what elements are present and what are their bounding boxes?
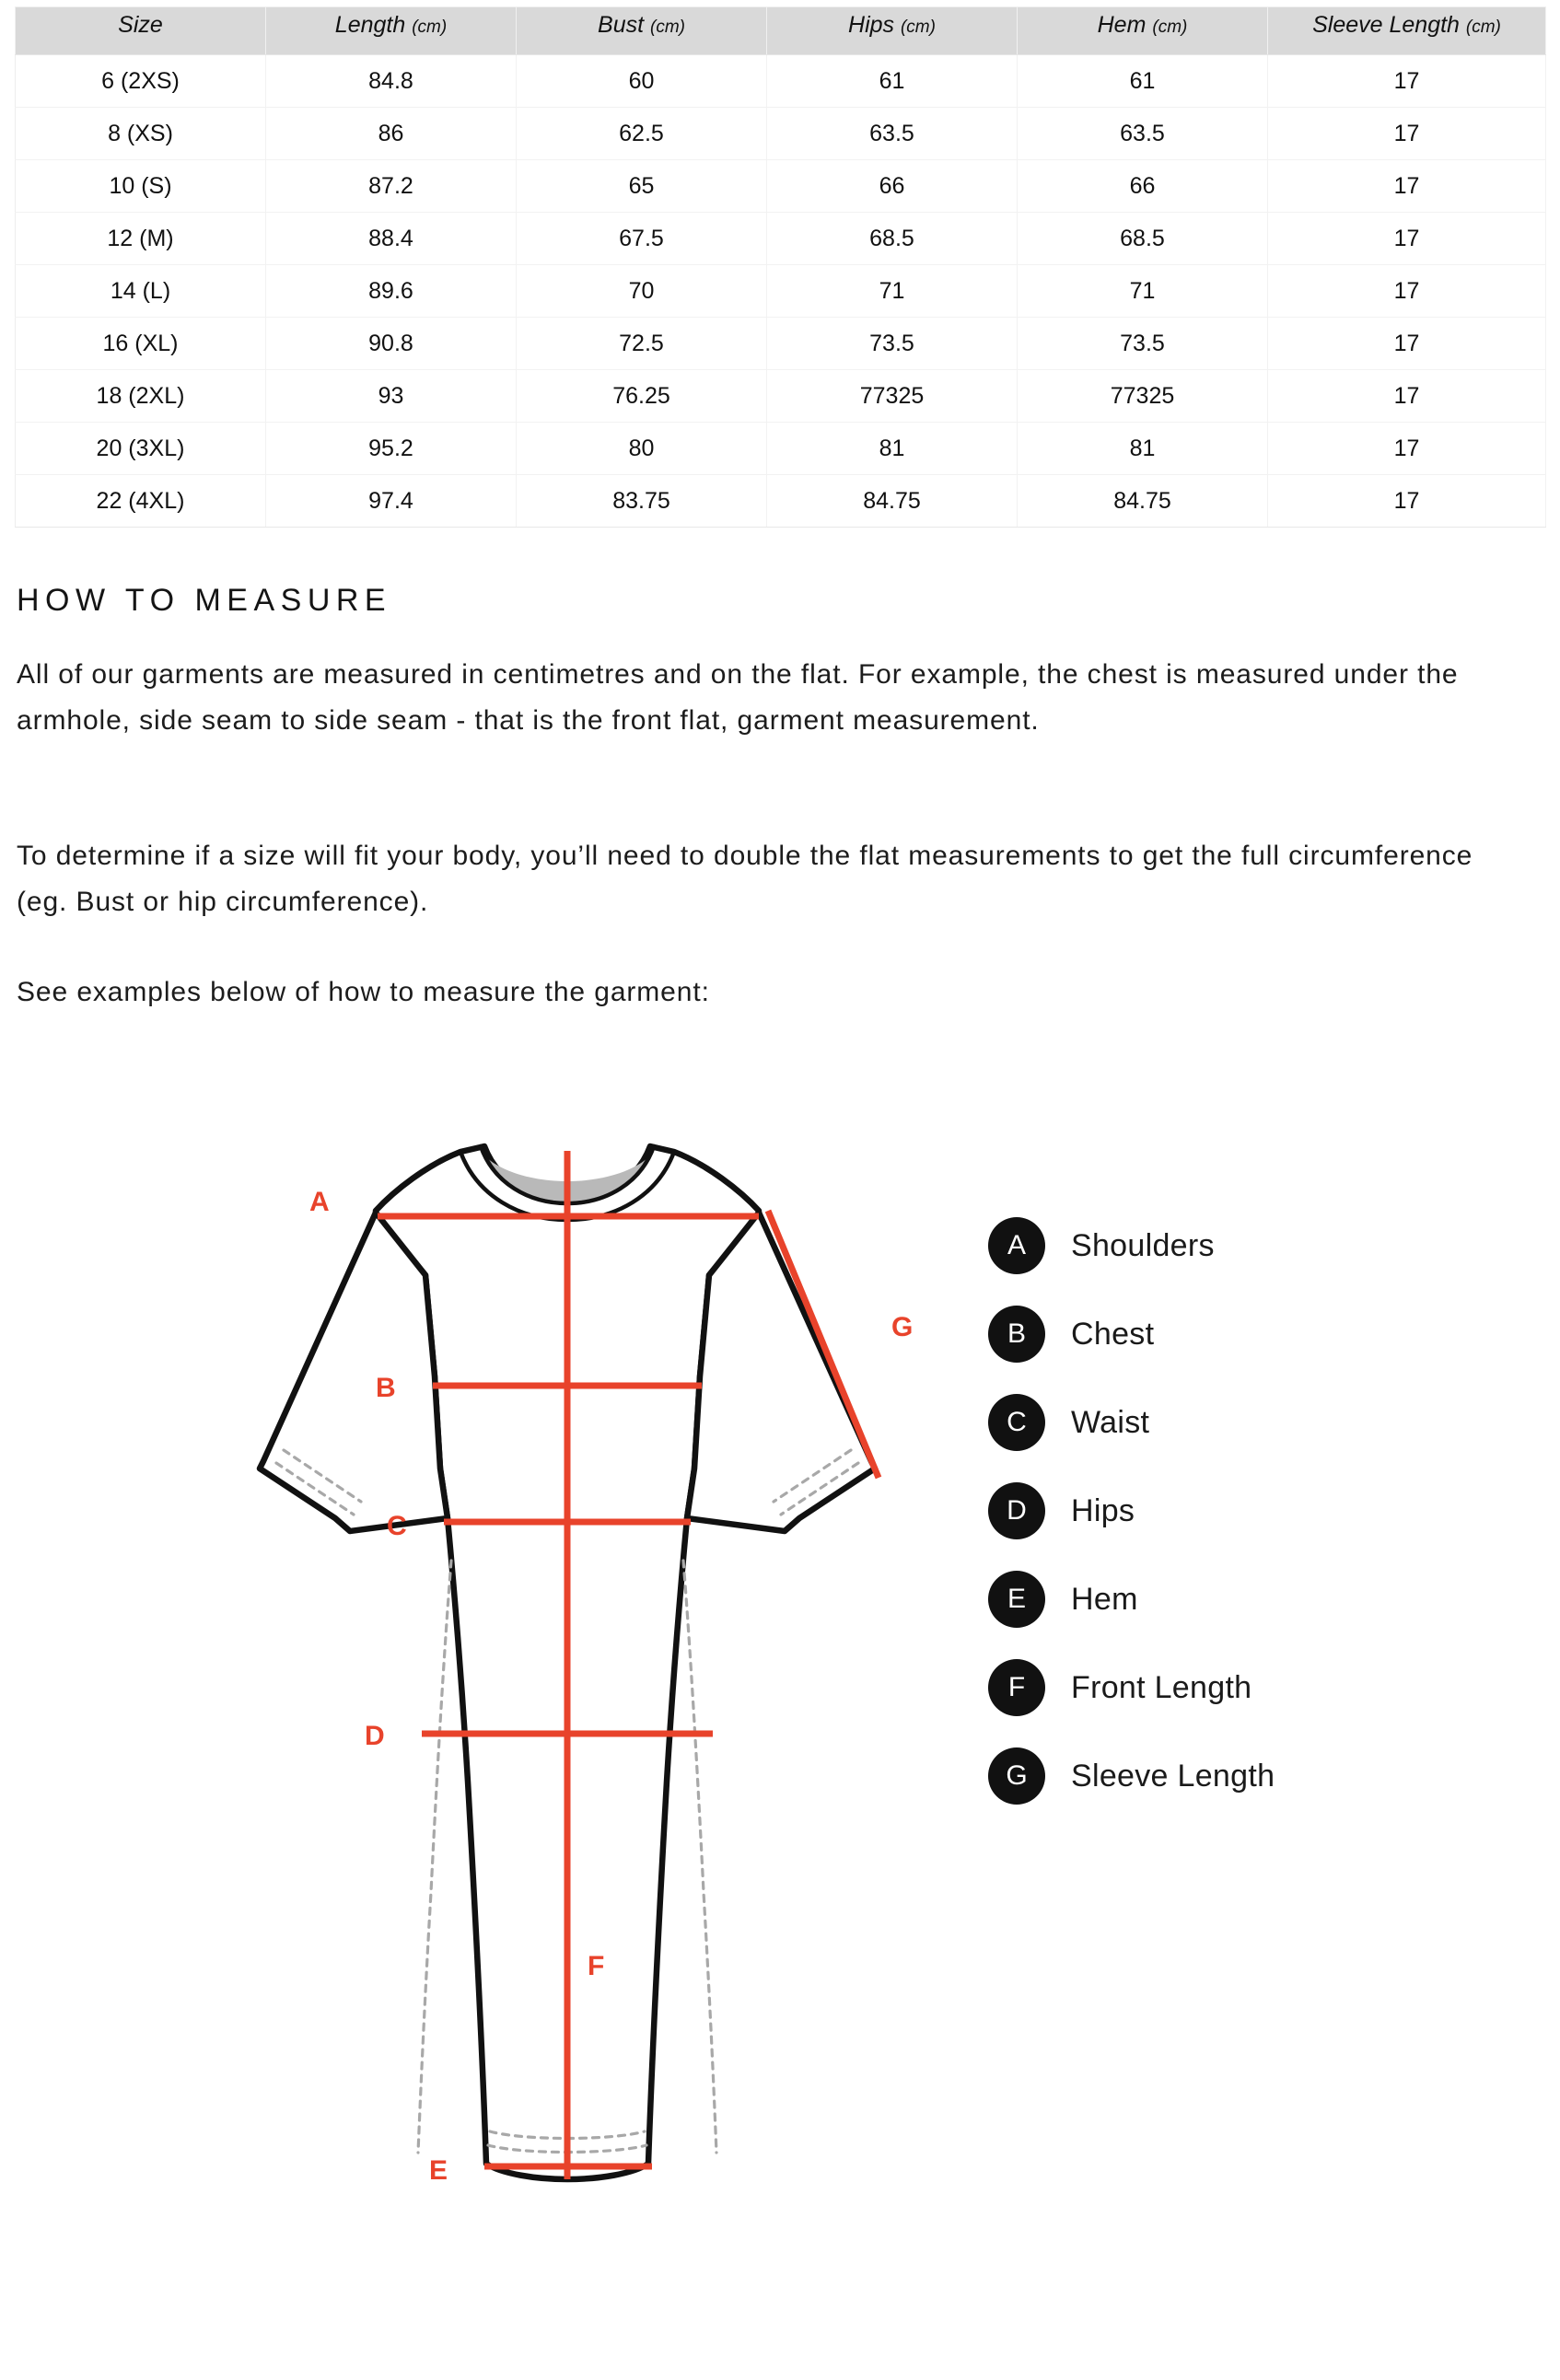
column-header-hips-unit: (cm) [900, 17, 936, 37]
table-cell-hem: 77325 [1018, 370, 1268, 423]
table-cell-sleeve-length: 17 [1268, 55, 1546, 108]
table-cell-sleeve-length: 17 [1268, 108, 1546, 160]
table-cell-length: 95.2 [266, 423, 517, 475]
table-cell-size: 18 (2XL) [16, 370, 266, 423]
table-cell-size: 14 (L) [16, 265, 266, 318]
legend-label-shoulders: Shoulders [1071, 1227, 1215, 1263]
table-row [16, 423, 1546, 475]
measurement-legend [988, 1202, 1504, 1820]
table-cell-hem: 66 [1018, 160, 1268, 213]
legend-label-waist: Waist [1071, 1404, 1150, 1440]
table-row [16, 55, 1546, 108]
column-header-hem-unit: (cm) [1152, 17, 1188, 37]
table-cell-bust: 70 [517, 265, 767, 318]
size-chart-table [15, 6, 1546, 528]
table-cell-size: 20 (3XL) [16, 423, 266, 475]
table-cell-length: 93 [266, 370, 517, 423]
garment-technical-drawing [247, 1082, 928, 2371]
table-cell-sleeve-length: 17 [1268, 160, 1546, 213]
size-chart-table-wrapper [15, 6, 1545, 528]
size-chart-header [16, 7, 1546, 55]
table-cell-sleeve-length: 17 [1268, 318, 1546, 370]
table-cell-length: 86 [266, 108, 517, 160]
table-cell-sleeve-length: 17 [1268, 370, 1546, 423]
table-cell-size: 6 (2XS) [16, 55, 266, 108]
how-to-measure-paragraph-1: All of our garments are measured in centimetres and on the flat. For example, the chest is measured under the armhole, side seam to side seam - that is the front flat, garment measurement. [17, 659, 1459, 736]
table-cell-size: 22 (4XL) [16, 475, 266, 528]
table-cell-hips: 63.5 [767, 108, 1018, 160]
table-cell-size: 16 (XL) [16, 318, 266, 370]
table-row [16, 160, 1546, 213]
measure-label-f: F [588, 1951, 605, 1981]
table-row [16, 318, 1546, 370]
legend-item-hips [988, 1467, 1504, 1555]
column-header-bust-unit: (cm) [650, 17, 685, 37]
table-header-row [16, 7, 1546, 55]
table-cell-hem: 63.5 [1018, 108, 1268, 160]
measure-label-g: G [891, 1312, 914, 1342]
table-cell-length: 84.8 [266, 55, 517, 108]
column-header-sleeve-length [1268, 7, 1546, 55]
column-header-hem [1018, 7, 1268, 55]
legend-item-hem [988, 1555, 1504, 1643]
measure-label-d: D [365, 1721, 385, 1751]
table-cell-hips: 61 [767, 55, 1018, 108]
table-cell-sleeve-length: 17 [1268, 213, 1546, 265]
column-header-hips [767, 7, 1018, 55]
table-cell-hips: 66 [767, 160, 1018, 213]
how-to-measure-heading: HOW TO MEASURE [17, 583, 392, 618]
table-cell-bust: 80 [517, 423, 767, 475]
table-cell-hem: 81 [1018, 423, 1268, 475]
table-cell-length: 89.6 [266, 265, 517, 318]
column-header-hem-text: Hem [1097, 12, 1147, 38]
table-cell-size: 10 (S) [16, 160, 266, 213]
table-cell-hips: 68.5 [767, 213, 1018, 265]
legend-badge-d: D [988, 1482, 1045, 1539]
legend-badge-b: B [988, 1306, 1045, 1363]
table-cell-bust: 76.25 [517, 370, 767, 423]
table-cell-hem: 61 [1018, 55, 1268, 108]
table-cell-sleeve-length: 17 [1268, 475, 1546, 528]
table-row [16, 213, 1546, 265]
table-cell-length: 97.4 [266, 475, 517, 528]
table-cell-hem: 68.5 [1018, 213, 1268, 265]
table-cell-hem: 73.5 [1018, 318, 1268, 370]
how-to-measure-paragraph-3: See examples below of how to measure the garment: [17, 977, 710, 1007]
table-cell-hem: 71 [1018, 265, 1268, 318]
table-cell-bust: 65 [517, 160, 767, 213]
column-header-bust [517, 7, 767, 55]
legend-badge-c: C [988, 1394, 1045, 1451]
column-header-sleeve-length-text: Sleeve Length [1312, 12, 1460, 38]
legend-item-chest [988, 1290, 1504, 1378]
column-header-length-unit: (cm) [412, 17, 448, 37]
table-cell-length: 90.8 [266, 318, 517, 370]
legend-label-front-length: Front Length [1071, 1669, 1252, 1705]
column-header-hips-text: Hips [848, 12, 895, 38]
legend-item-front-length [988, 1643, 1504, 1732]
table-cell-hem: 84.75 [1018, 475, 1268, 528]
measure-label-a: A [309, 1187, 330, 1217]
legend-badge-f: F [988, 1659, 1045, 1716]
column-header-length [266, 7, 517, 55]
table-cell-length: 88.4 [266, 213, 517, 265]
legend-label-hem: Hem [1071, 1581, 1138, 1617]
table-cell-bust: 62.5 [517, 108, 767, 160]
legend-item-sleeve-length [988, 1732, 1504, 1820]
measure-label-e: E [429, 2155, 448, 2186]
measurement-diagram [0, 1082, 1560, 2380]
column-header-sleeve-length-unit: (cm) [1465, 17, 1501, 37]
column-header-size [16, 7, 266, 55]
table-cell-bust: 83.75 [517, 475, 767, 528]
legend-label-hips: Hips [1071, 1492, 1135, 1528]
table-cell-bust: 72.5 [517, 318, 767, 370]
size-chart-body [16, 55, 1546, 528]
table-cell-size: 8 (XS) [16, 108, 266, 160]
table-cell-hips: 73.5 [767, 318, 1018, 370]
measure-label-c: C [387, 1511, 407, 1541]
table-cell-size: 12 (M) [16, 213, 266, 265]
right-side-seam-stitch [683, 1561, 716, 2153]
table-row [16, 370, 1546, 423]
table-row [16, 475, 1546, 528]
left-side-seam-stitch [418, 1561, 451, 2153]
table-cell-hips: 81 [767, 423, 1018, 475]
table-cell-sleeve-length: 17 [1268, 423, 1546, 475]
table-cell-bust: 67.5 [517, 213, 767, 265]
legend-item-shoulders [988, 1202, 1504, 1290]
legend-badge-a: A [988, 1217, 1045, 1274]
table-row [16, 265, 1546, 318]
column-header-size-text: Size [118, 12, 163, 38]
table-cell-bust: 60 [517, 55, 767, 108]
table-cell-sleeve-length: 17 [1268, 265, 1546, 318]
legend-badge-g: G [988, 1747, 1045, 1805]
table-cell-hips: 77325 [767, 370, 1018, 423]
table-cell-hips: 71 [767, 265, 1018, 318]
table-row [16, 108, 1546, 160]
legend-item-waist [988, 1378, 1504, 1467]
legend-label-chest: Chest [1071, 1316, 1155, 1352]
how-to-measure-paragraph-2: To determine if a size will fit your body, you’ll need to double the flat measurements to get the full circumference (eg. Bust or hip circumference). [17, 841, 1473, 917]
column-header-length-text: Length [334, 12, 406, 38]
column-header-bust-text: Bust [598, 12, 645, 38]
table-cell-hips: 84.75 [767, 475, 1018, 528]
measure-label-b: B [376, 1373, 396, 1403]
table-cell-length: 87.2 [266, 160, 517, 213]
legend-label-sleeve-length: Sleeve Length [1071, 1758, 1275, 1794]
legend-badge-e: E [988, 1571, 1045, 1628]
